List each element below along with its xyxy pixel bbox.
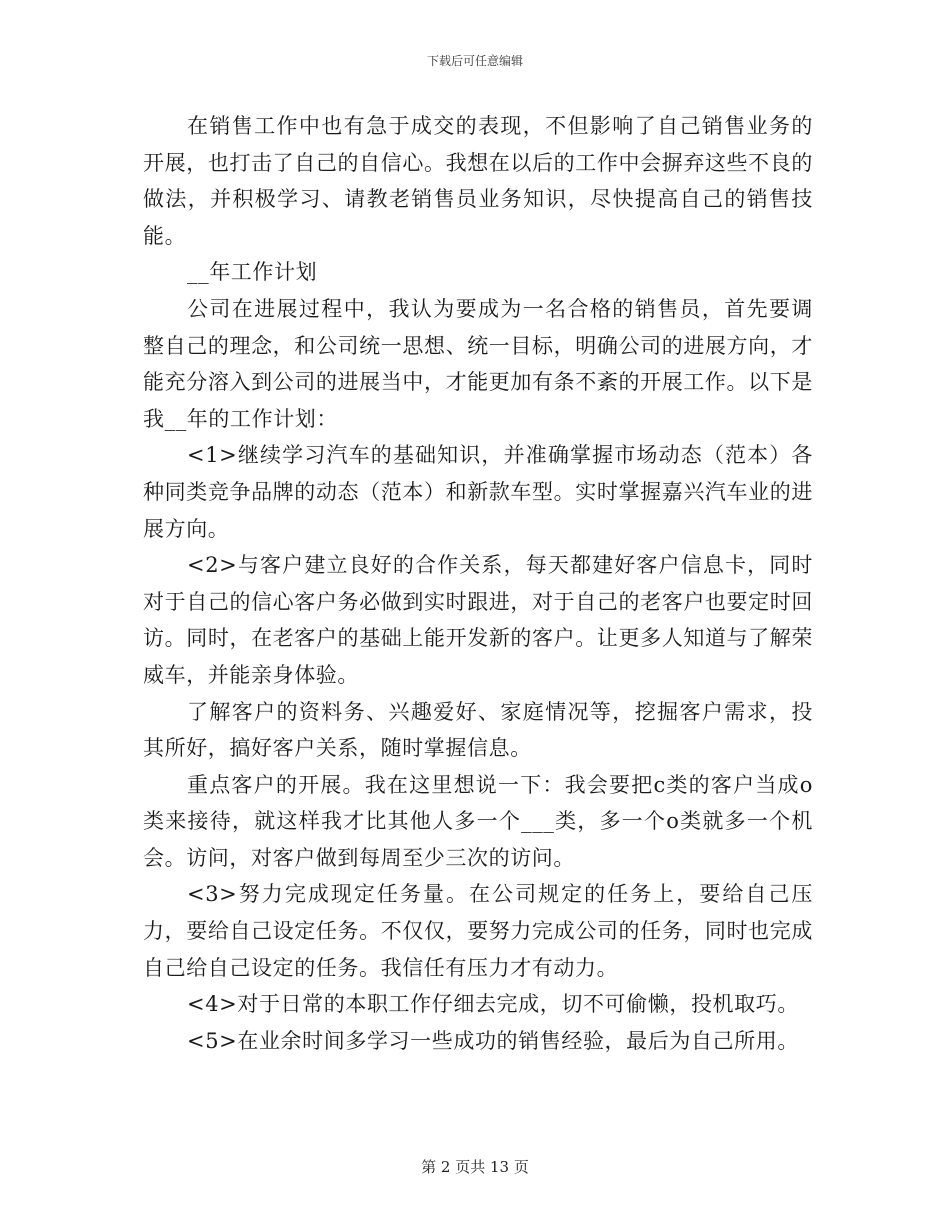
page-footer: 第 2 页共 13 页 xyxy=(421,1158,529,1176)
paragraph-plan-intro: 公司在进展过程中，我认为要成为一名合格的销售员，首先要调整自己的理念，和公司统一思想、统一目标，明确公司的进展方向，才能充分溶入到公司的进展当中，才能更加有条不紊的开展工作。以下是我__年的工作计划： xyxy=(143,296,813,431)
paragraph-plan-item-2: <2>与客户建立良好的合作关系，每天都建好客户信息卡，同时对于自己的信心客户务必做到实时跟进，对于自己的老客户也要定时回访。同时，在老客户的基础上能开发新的客户。让更多人知道与了解荣威车，并能亲身体验。 xyxy=(143,553,813,687)
paragraph-key-customers: 重点客户的开展。我在这里想说一下：我会要把c类的客户当成o类来接待，就这样我才比其他人多一个___类，多一个o类就多一个机会。访问，对客户做到每周至少三次的访问。 xyxy=(143,772,813,870)
paragraph-plan-item-1: <1>继续学习汽车的基础知识，并准确掌握市场动态（范本）各种同类竞争品牌的动态（范本）和新款车型。实时掌握嘉兴汽车业的进展方向。 xyxy=(143,443,813,541)
paragraph-sales-reflection: 在销售工作中也有急于成交的表现，不但影响了自己销售业务的开展，也打击了自己的自信心。我想在以后的工作中会摒弃这些不良的做法，并积极学习、请教老销售员业务知识，尽快提高自己的销售技能。 xyxy=(143,114,813,248)
paragraph-plan-item-5: <5>在业余时间多学习一些成功的销售经验，最后为自己所用。 xyxy=(187,1028,799,1053)
paragraph-plan-item-4: <4>对于日常的本职工作仔细去完成，切不可偷懒，投机取巧。 xyxy=(187,992,799,1017)
page-header: 下载后可任意编辑 xyxy=(426,54,523,68)
section-heading-work-plan: __年工作计划 xyxy=(187,260,318,285)
paragraph-customer-info: 了解客户的资料务、兴趣爱好、家庭情况等，挖掘客户需求，投其所好，搞好客户关系，随时掌握信息。 xyxy=(143,699,813,761)
paragraph-plan-item-3: <3>努力完成现定任务量。在公司规定的任务上，要给自己压力，要给自己设定任务。不仅仅，要努力完成公司的任务，同时也完成自己给自己设定的任务。我信任有压力才有动力。 xyxy=(143,882,813,980)
document-body xyxy=(143,108,813,1059)
